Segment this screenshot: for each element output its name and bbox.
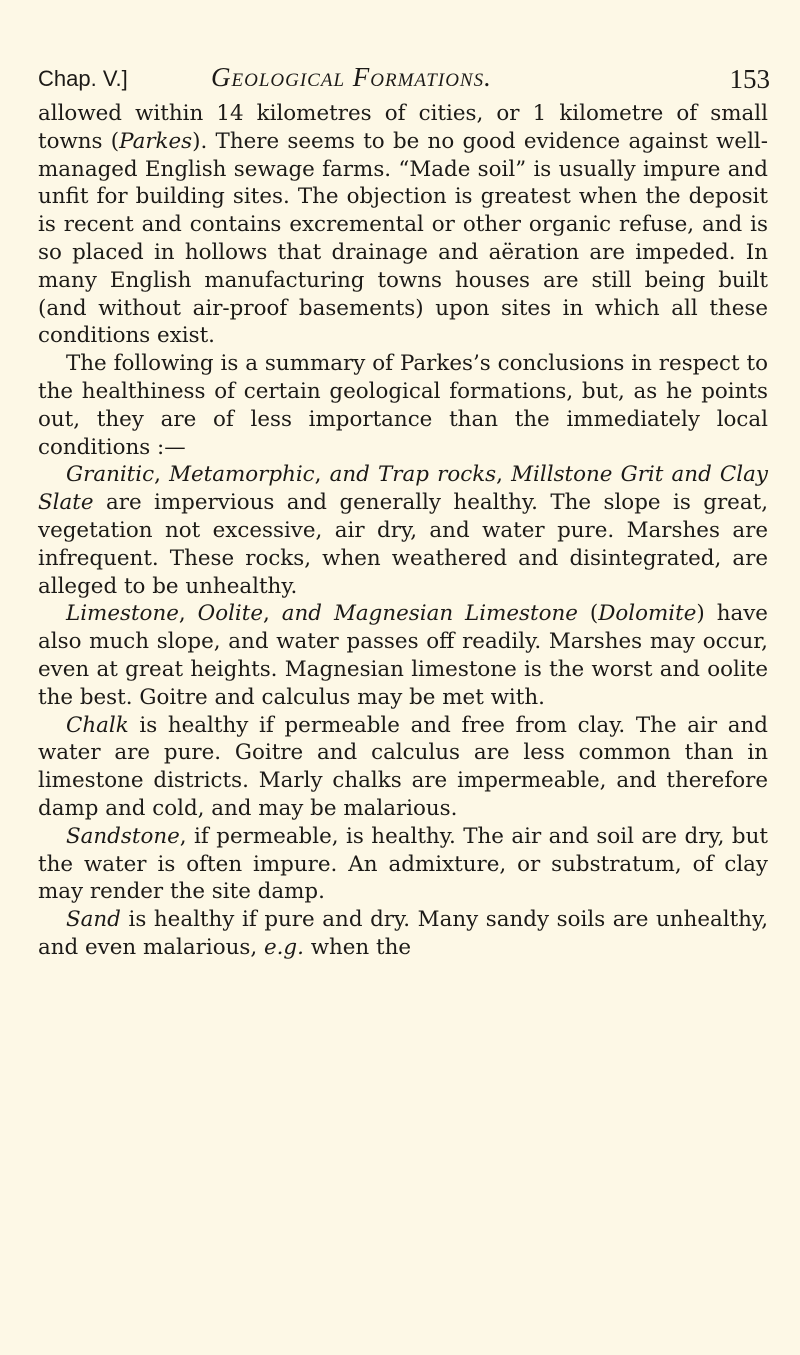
running-title: Geological Formations. xyxy=(211,62,492,92)
paragraph-chalk: Chalk is healthy if permeable and free from clay. The air and water are pure. Goitre and calculus are less common than in limestone districts. Marly chalks are impermeable, and therefore damp and cold, and may be malarious. xyxy=(38,712,768,821)
paragraph-sand: Sand is healthy if pure and dry. Many sandy soils are unhealthy, and even malarious, e.g. when the xyxy=(38,907,768,960)
paragraph-limestone: Limestone, Oolite, and Magnesian Limestone (Dolomite) have also much slope, and water passes off readily. Marshes may occur, even at great heights. Magnesian limestone is the worst and oolite the best. Goitre and calculus may be met with. xyxy=(38,601,768,710)
paragraph-sandstone: Sandstone, if permeable, is healthy. The air and soil are dry, but the water is often impure. An admixture, or substratum, of clay may render the site damp. xyxy=(38,823,768,905)
chapter-label: Chap. V.] xyxy=(38,66,128,91)
running-header xyxy=(38,62,770,102)
book-page xyxy=(38,0,770,1355)
paragraph-summary-intro: The following is a summary of Parkes’s conclusions in respect to the healthiness of certain geological formations, but, as he points out, they are of less importance than the immediately local conditions :— xyxy=(38,351,768,460)
page-number: 153 xyxy=(729,64,770,94)
body-text xyxy=(38,100,768,962)
paragraph-made-soil: allowed within 14 kilometres of cities, or 1 kilometre of small towns (Parkes). There seems to be no good evidence against well-managed English sewage farms. “Made soil” is usually impure and unfit for building sites. The objection is greatest when the deposit is recent and contains excremental or other organic refuse, and is so placed in hollows that drainage and aëration are impeded. In many English manufacturing towns houses are still being built (and without air-proof basements) upon sites in which all these conditions exist. xyxy=(38,101,768,349)
paragraph-granitic: Granitic, Metamorphic, and Trap rocks, Millstone Grit and Clay Slate are impervious and generally healthy. The slope is great, vegetation not excessive, air dry, and water pure. Marshes are infrequent. These rocks, when weathered and disintegrated, are alleged to be unhealthy. xyxy=(38,462,768,599)
